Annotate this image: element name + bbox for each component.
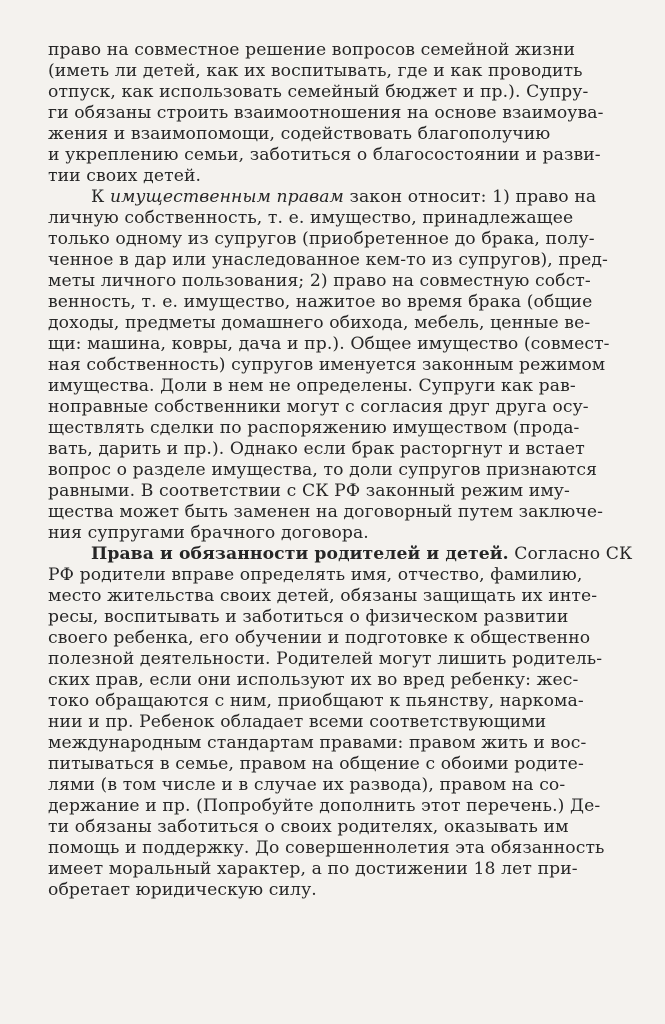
text-line: обретает юридическую силу. [48,880,317,900]
text-line: право на совместное решение вопросов семейной жизни [48,40,576,60]
text-line: место жительства своих детей, обязаны защищать их инте- [48,586,598,606]
text-line: ги обязаны строить взаимоотношения на основе взаимоува- [48,103,604,123]
text-line: ния супругами брачного договора. [48,523,369,543]
text-line: меты личного пользования; 2) право на совместную собст- [48,271,591,291]
text-line: тии своих детей. [48,166,202,186]
text-line: ских прав, если они используют их во вред ребенку: жес- [48,670,579,690]
text-run: К [91,187,110,207]
text-line: равными. В соответствии с СК РФ законный режим иму- [48,481,570,501]
text-line: токо обращаются с ним, приобщают к пьянству, наркома- [48,691,584,711]
text-line: только одному из супругов (приобретенное до брака, полу- [48,229,595,249]
text-line: (иметь ли детей, как их воспитывать, где и как проводить [48,61,583,81]
text-run: закон относит: 1) право на [343,187,597,207]
text-line: имеет моральный характер, а по достижении 18 лет при- [48,859,578,879]
text-run: Согласно СК [508,544,633,564]
text-line: ноправные собственники могут с согласия друг друга осу- [48,397,589,417]
text-line: ресы, воспитывать и заботиться о физическом развитии [48,607,569,627]
text-line: своего ребенка, его обучении и подготовке к общественно [48,628,591,648]
parents-rights-heading: Права и обязанности родителей и детей. [91,544,509,564]
text-line: помощь и поддержку. До совершеннолетия эта обязанность [48,838,605,858]
text-line: полезной деятельности. Родителей могут лишить родитель- [48,649,603,669]
text-line: ти обязаны заботиться о своих родителях, оказывать им [48,817,569,837]
text-line: держание и пр. (Попробуйте дополнить этот перечень.) Де- [48,796,601,816]
text-line: международным стандартам правами: правом жить и вос- [48,733,587,753]
text-line: лями (в том числе и в случае их развода), правом на со- [48,775,566,795]
text-line: и укреплению семьи, заботиться о благосостоянии и разви- [48,145,601,165]
text-line: щества может быть заменен на договорный путем заключе- [48,502,604,522]
term-property-rights: имущественным правам [109,187,344,207]
text-line: ществлять сделки по распоряжению имуществом (прода- [48,418,580,438]
text-line: нии и пр. Ребенок обладает всеми соответствующими [48,712,547,732]
text-line: ная собственность) супругов именуется законным режимом [48,355,606,375]
text-line: имущества. Доли в нем не определены. Супруги как рав- [48,376,576,396]
text-line: отпуск, как использовать семейный бюджет и пр.). Супру- [48,82,589,102]
text-line: жения и взаимопомощи, содействовать благополучию [48,124,551,144]
text-line: РФ родители вправе определять имя, отчество, фамилию, [48,565,583,585]
text-line: личную собственность, т. е. имущество, принадлежащее [48,208,574,228]
text-line: венность, т. е. имущество, нажитое во время брака (общие [48,292,593,312]
text-line: доходы, предметы домашнего обихода, мебель, ценные ве- [48,313,591,333]
text-line: ченное в дар или унаследованное кем-то из супругов), пред- [48,250,608,270]
parents-para-first-line [91,544,632,564]
text-line: питываться в семье, правом на общение с обоими родите- [48,754,584,774]
text-line: щи: машина, ковры, дача и пр.). Общее имущество (совмест- [48,334,610,354]
text-line: вопрос о разделе имущества, то доли супругов признаются [48,460,598,480]
property-para-first-line [91,187,596,207]
text-line: вать, дарить и пр.). Однако если брак расторгнут и встает [48,439,585,459]
